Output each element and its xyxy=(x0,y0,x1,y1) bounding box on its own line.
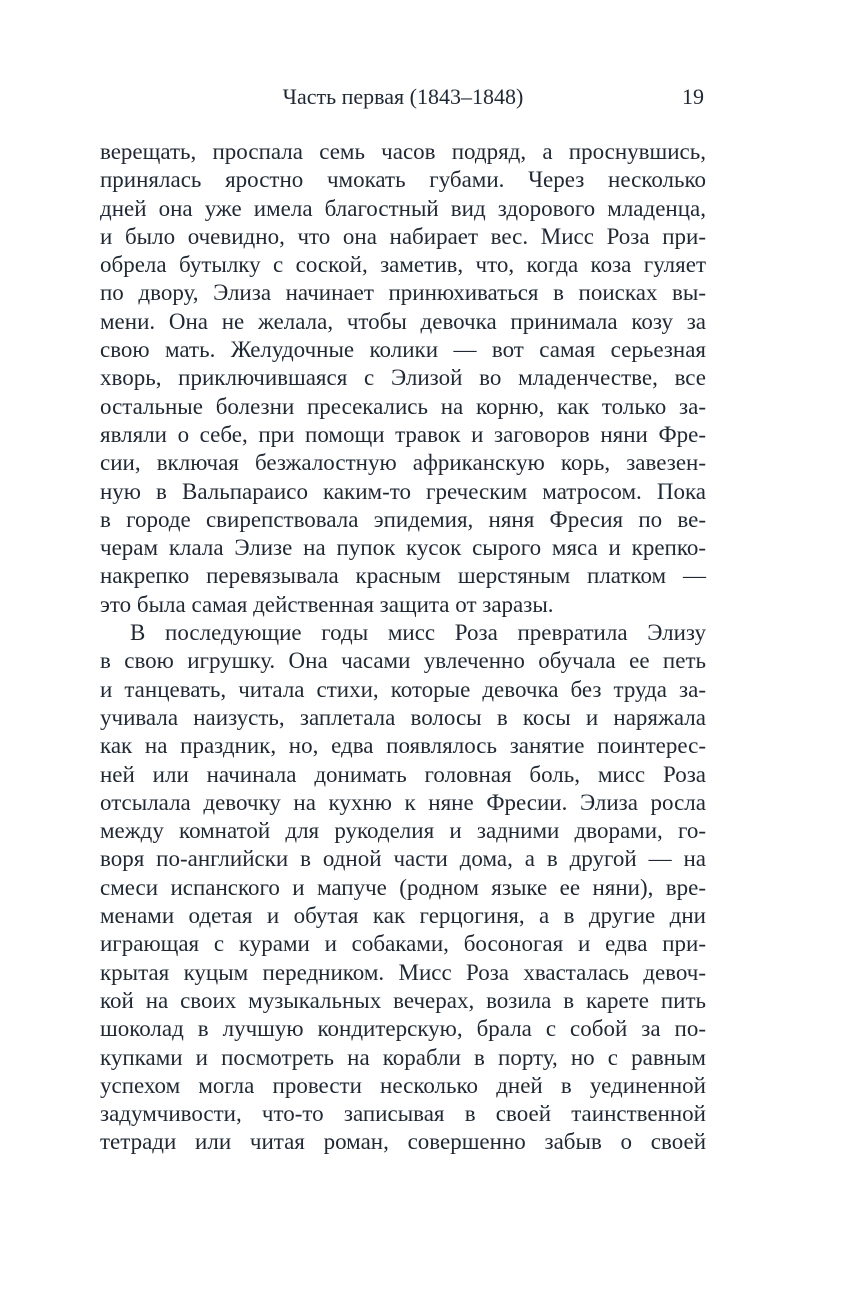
text-line: учивала наизусть, заплетала волосы в косы и наряжала xyxy=(100,704,706,730)
text-line: в свою игрушку. Она часами увлеченно обучала ее петь xyxy=(100,648,706,674)
text-line: играющая с курами и собаками, босоногая и едва при- xyxy=(100,931,706,957)
text-line: это была самая действенная защита от заразы. xyxy=(100,591,554,617)
text-line: успехом могла провести несколько дней в уединенной xyxy=(100,1072,706,1098)
text-line: накрепко перевязывала красным шерстяным платком — xyxy=(100,563,706,589)
text-line: В последующие годы мисс Роза превратила Элизу xyxy=(130,620,706,646)
text-line: купками и посмотреть на корабли в порту, но с равным xyxy=(100,1044,706,1070)
text-line: обрела бутылку с соской, заметив, что, когда коза гуляет xyxy=(100,252,706,278)
paragraph xyxy=(100,138,706,619)
text-line: и было очевидно, что она набирает вес. Мисс Роза при- xyxy=(100,223,706,249)
text-line: как на праздник, но, едва появлялось занятие поинтерес- xyxy=(100,733,706,759)
text-line: сии, включая безжалостную африканскую корь, завезен- xyxy=(100,450,706,476)
text-line: смеси испанского и мапуче (родном языке ее няни), вре- xyxy=(100,874,706,900)
text-line: являли о себе, при помощи травок и заговоров няни Фре- xyxy=(100,421,706,447)
text-line: отсылала девочку на кухню к няне Фресии. Элиза росла xyxy=(100,789,706,815)
text-line: задумчивости, что-то записывая в своей таинственной xyxy=(100,1101,706,1127)
text-line: ную в Вальпараисо каким-то греческим матросом. Пока xyxy=(100,478,706,504)
text-line: по двору, Элиза начинает принюхиваться в поисках вы- xyxy=(100,280,706,306)
text-line: и танцевать, читала стихи, которые девочка без труда за- xyxy=(100,676,706,702)
text-line: между комнатой для рукоделия и задними дворами, го- xyxy=(100,818,706,844)
chapter-title: Часть первая (1843–1848) xyxy=(282,84,524,109)
page-number: 19 xyxy=(682,84,704,109)
text-line: крытая куцым передником. Мисс Роза хвасталась девоч- xyxy=(100,959,706,985)
paragraph xyxy=(100,619,706,1157)
text-line: свою мать. Желудочные колики — вот самая серьезная xyxy=(100,337,706,363)
text-line: хворь, приключившаяся с Элизой во младенчестве, все xyxy=(100,365,706,391)
text-line: менами одетая и обутая как герцогиня, а в другие дни xyxy=(100,903,706,929)
text-line: мени. Она не желала, чтобы девочка принимала козу за xyxy=(100,308,706,334)
text-line: ней или начинала донимать головная боль, мисс Роза xyxy=(100,761,706,787)
text-line: шоколад в лучшую кондитерскую, брала с собой за по- xyxy=(100,1016,706,1042)
text-line: тетради или читая роман, совершенно забыв о своей xyxy=(100,1129,706,1155)
text-line: верещать, проспала семь часов подряд, а проснувшись, xyxy=(100,139,706,164)
text-line: дней она уже имела благостный вид здорового младенца, xyxy=(100,195,706,221)
running-head xyxy=(100,83,706,111)
text-line: воря по-английски в одной части дома, а в другой — на xyxy=(100,846,706,872)
text-line: принялась яростно чмокать губами. Через несколько xyxy=(100,167,706,193)
text-line: кой на своих музыкальных вечерах, возила в карете пить xyxy=(100,987,706,1013)
text-line: в городе свирепствовала эпидемия, няня Фресия по ве- xyxy=(100,506,706,532)
body-text xyxy=(100,138,706,1157)
text-line: черам клала Элизе на пупок кусок сырого мяса и крепко- xyxy=(100,535,706,561)
text-line: остальные болезни пресекались на корню, как только за- xyxy=(100,393,706,419)
